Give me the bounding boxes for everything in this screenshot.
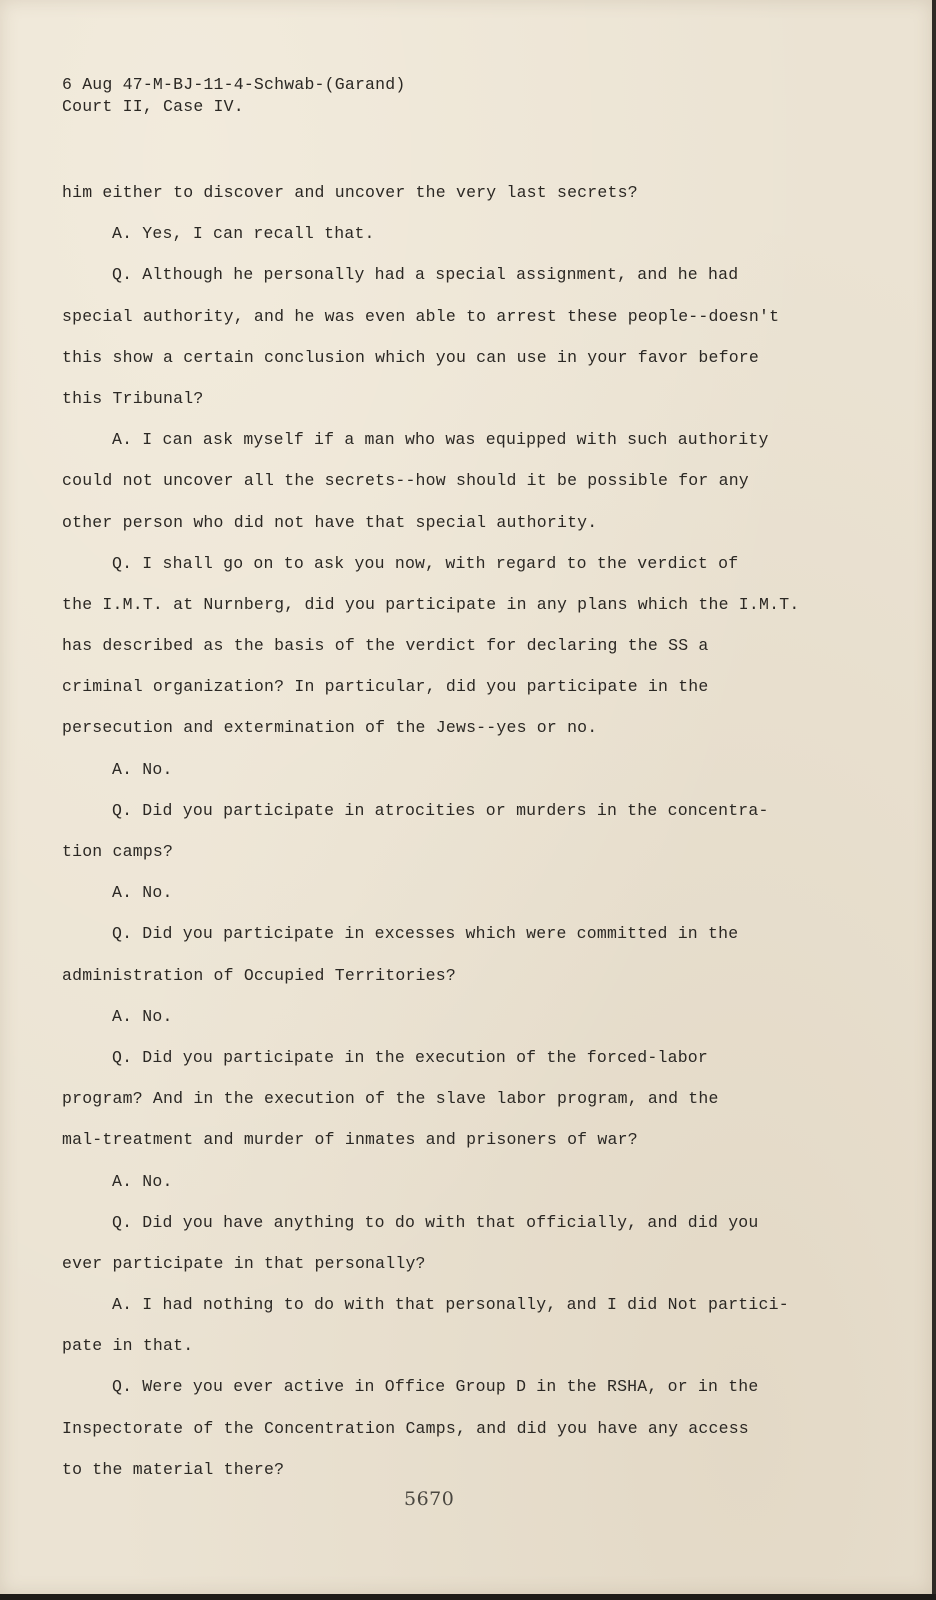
- transcript-body: [62, 172, 902, 1490]
- transcript-line: ever participate in that personally?: [62, 1253, 426, 1273]
- transcript-line: persecution and extermination of the Jews--yes or no.: [62, 718, 598, 738]
- document-header: [62, 74, 405, 118]
- transcript-line: has described as the basis of the verdict for declaring the SS a: [62, 636, 709, 656]
- answer-line: A. I can ask myself if a man who was equipped with such authority: [112, 430, 769, 450]
- transcript-line: program? And in the execution of the slave labor program, and the: [62, 1089, 719, 1109]
- scan-edge-bottom: [0, 1594, 936, 1600]
- transcript-line: this show a certain conclusion which you can use in your favor before: [62, 347, 760, 367]
- transcript-line: could not uncover all the secrets--how should it be possible for any: [62, 471, 749, 491]
- answer-line: A. No.: [112, 1006, 173, 1026]
- transcript-line: other person who did not have that special authority.: [62, 512, 598, 532]
- transcript-line: administration of Occupied Territories?: [62, 965, 456, 985]
- header-court-line: Court II, Case IV.: [62, 97, 244, 116]
- question-line: Q. Did you participate in the execution of the forced-labor: [112, 1047, 708, 1067]
- answer-line: A. Yes, I can recall that.: [112, 224, 375, 244]
- transcript-line: to the material there?: [62, 1459, 285, 1479]
- transcript-line: this Tribunal?: [62, 388, 204, 408]
- question-line: Q. Although he personally had a special assignment, and he had: [112, 265, 739, 285]
- answer-line: A. No.: [112, 883, 173, 903]
- scan-edge-right: [932, 0, 936, 1600]
- transcript-line: him either to discover and uncover the very last secrets?: [62, 183, 638, 202]
- question-line: Q. Did you participate in excesses which were committed in the: [112, 924, 739, 944]
- transcript-line: special authority, and he was even able to arrest these people--doesn't: [62, 306, 780, 326]
- page-number: 5670: [404, 1488, 455, 1510]
- transcript-line: mal-treatment and murder of inmates and prisoners of war?: [62, 1130, 638, 1150]
- question-line: Q. I shall go on to ask you now, with regard to the verdict of: [112, 553, 739, 573]
- answer-line: A. I had nothing to do with that personally, and I did Not partici-: [112, 1295, 789, 1315]
- transcript-line: tion camps?: [62, 842, 174, 861]
- question-line: Q. Did you participate in atrocities or murders in the concentra-: [112, 800, 769, 820]
- header-reference-line: 6 Aug 47-M-BJ-11-4-Schwab-(Garand): [62, 75, 406, 94]
- transcript-line: criminal organization? In particular, did you participate in the: [62, 677, 709, 697]
- transcript-line: Inspectorate of the Concentration Camps, and did you have any access: [62, 1418, 749, 1438]
- answer-line: A. No.: [112, 759, 173, 779]
- answer-line: A. No.: [112, 1171, 173, 1191]
- question-line: Q. Did you have anything to do with that officially, and did you: [112, 1212, 759, 1232]
- transcript-line: pate in that.: [62, 1336, 194, 1356]
- transcript-line: the I.M.T. at Nurnberg, did you participate in any plans which the I.M.T.: [62, 594, 800, 614]
- question-line: Q. Were you ever active in Office Group D in the RSHA, or in the: [112, 1377, 759, 1397]
